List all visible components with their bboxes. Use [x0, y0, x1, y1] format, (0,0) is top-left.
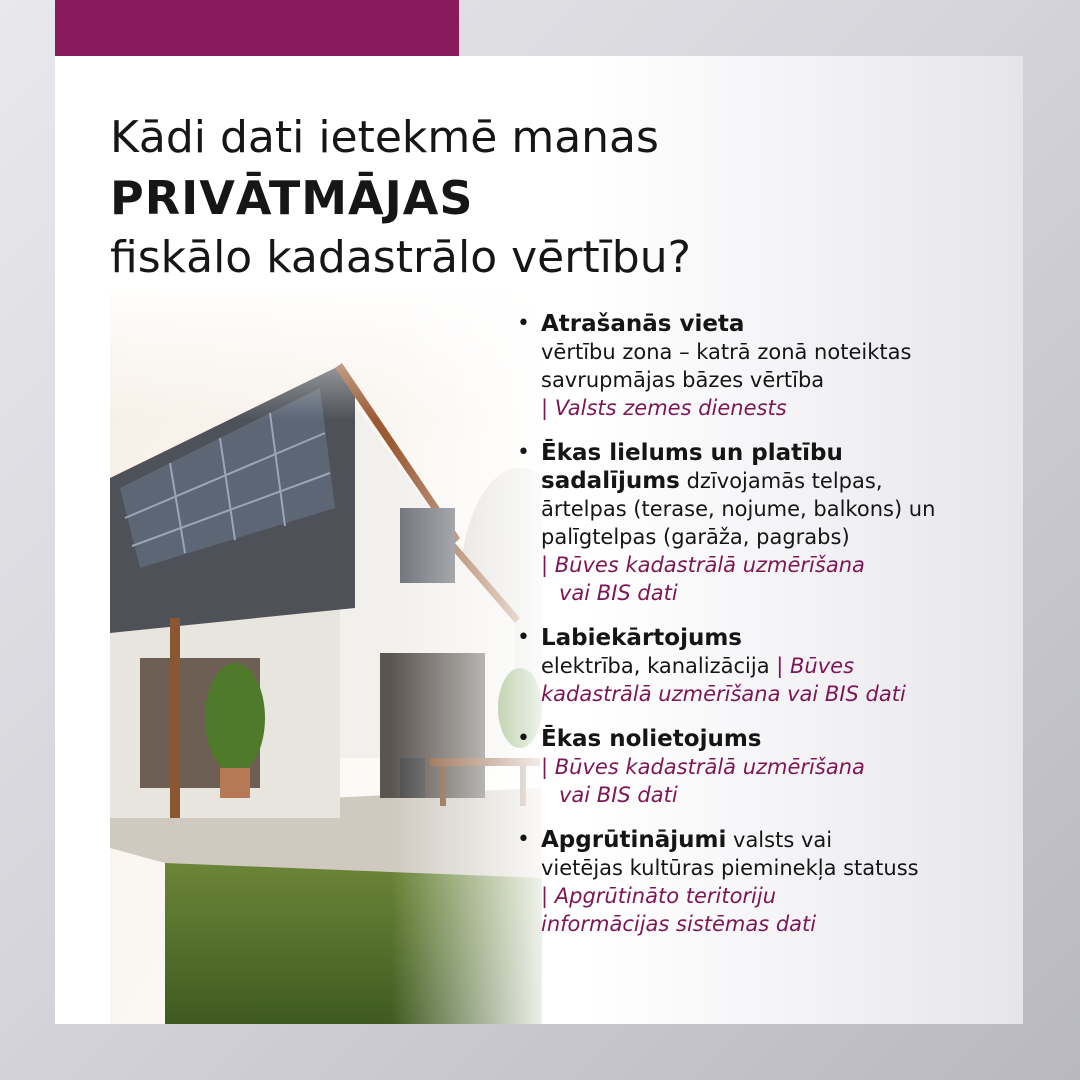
bullet: •	[517, 625, 530, 650]
item-heading: Ēkas lielums un platību	[541, 440, 843, 466]
item-text-inline: valsts vai	[733, 828, 833, 852]
item-source-inline: | Apgrūtināto teritoriju	[541, 884, 777, 908]
info-card	[55, 56, 1023, 1024]
item-source-cont: vai BIS dati	[559, 581, 678, 605]
item-text: elektrība, kanalizācija	[541, 654, 770, 678]
bullet: •	[517, 311, 530, 336]
bullet: •	[517, 726, 530, 751]
list-item-location	[513, 310, 993, 422]
item-heading: Atrašanās vieta	[541, 311, 745, 337]
item-text-inline: dzīvojamās telpas,	[686, 469, 883, 493]
item-source-inline: | Būves	[776, 654, 855, 678]
item-source-cont: vai BIS dati	[559, 783, 678, 807]
item-heading: Ēkas nolietojums	[541, 726, 762, 752]
list-item-encumbrances	[513, 826, 993, 938]
item-heading: Apgrūtinājumi	[541, 827, 727, 853]
title-line-2: PRIVĀTMĀJAS	[110, 171, 474, 225]
bullet: •	[517, 440, 530, 465]
accent-band	[55, 0, 459, 56]
item-text: ārtelpas (terase, nojume, balkons) un palīgtelpas (garāža, pagrabs)	[541, 497, 936, 549]
list-item-size	[513, 439, 993, 607]
list-item-amenities	[513, 624, 993, 708]
house-photo	[110, 288, 542, 1024]
item-source: | Valsts zemes dienests	[541, 396, 787, 420]
item-heading: Labiekārtojums	[541, 625, 742, 651]
item-heading-cont: sadalījums	[541, 468, 680, 494]
item-source: kadastrālā uzmērīšana vai BIS dati	[541, 682, 906, 706]
item-source: | Būves kadastrālā uzmērīšana	[541, 755, 865, 779]
item-source: informācijas sistēmas dati	[541, 912, 817, 936]
item-text: vērtību zona – katrā zonā noteiktas savrupmājas bāzes vērtība	[541, 340, 912, 392]
item-source: | Būves kadastrālā uzmērīšana	[541, 553, 865, 577]
page-title	[110, 108, 990, 288]
factor-list	[513, 310, 993, 955]
bullet: •	[517, 827, 530, 852]
title-line-1: Kādi dati ietekmē manas	[110, 112, 659, 163]
item-text: vietējas kultūras pieminekļa statuss	[541, 856, 919, 880]
title-line-3: fiskālo kadastrālo vērtību?	[110, 232, 691, 283]
list-item-depreciation	[513, 725, 993, 809]
